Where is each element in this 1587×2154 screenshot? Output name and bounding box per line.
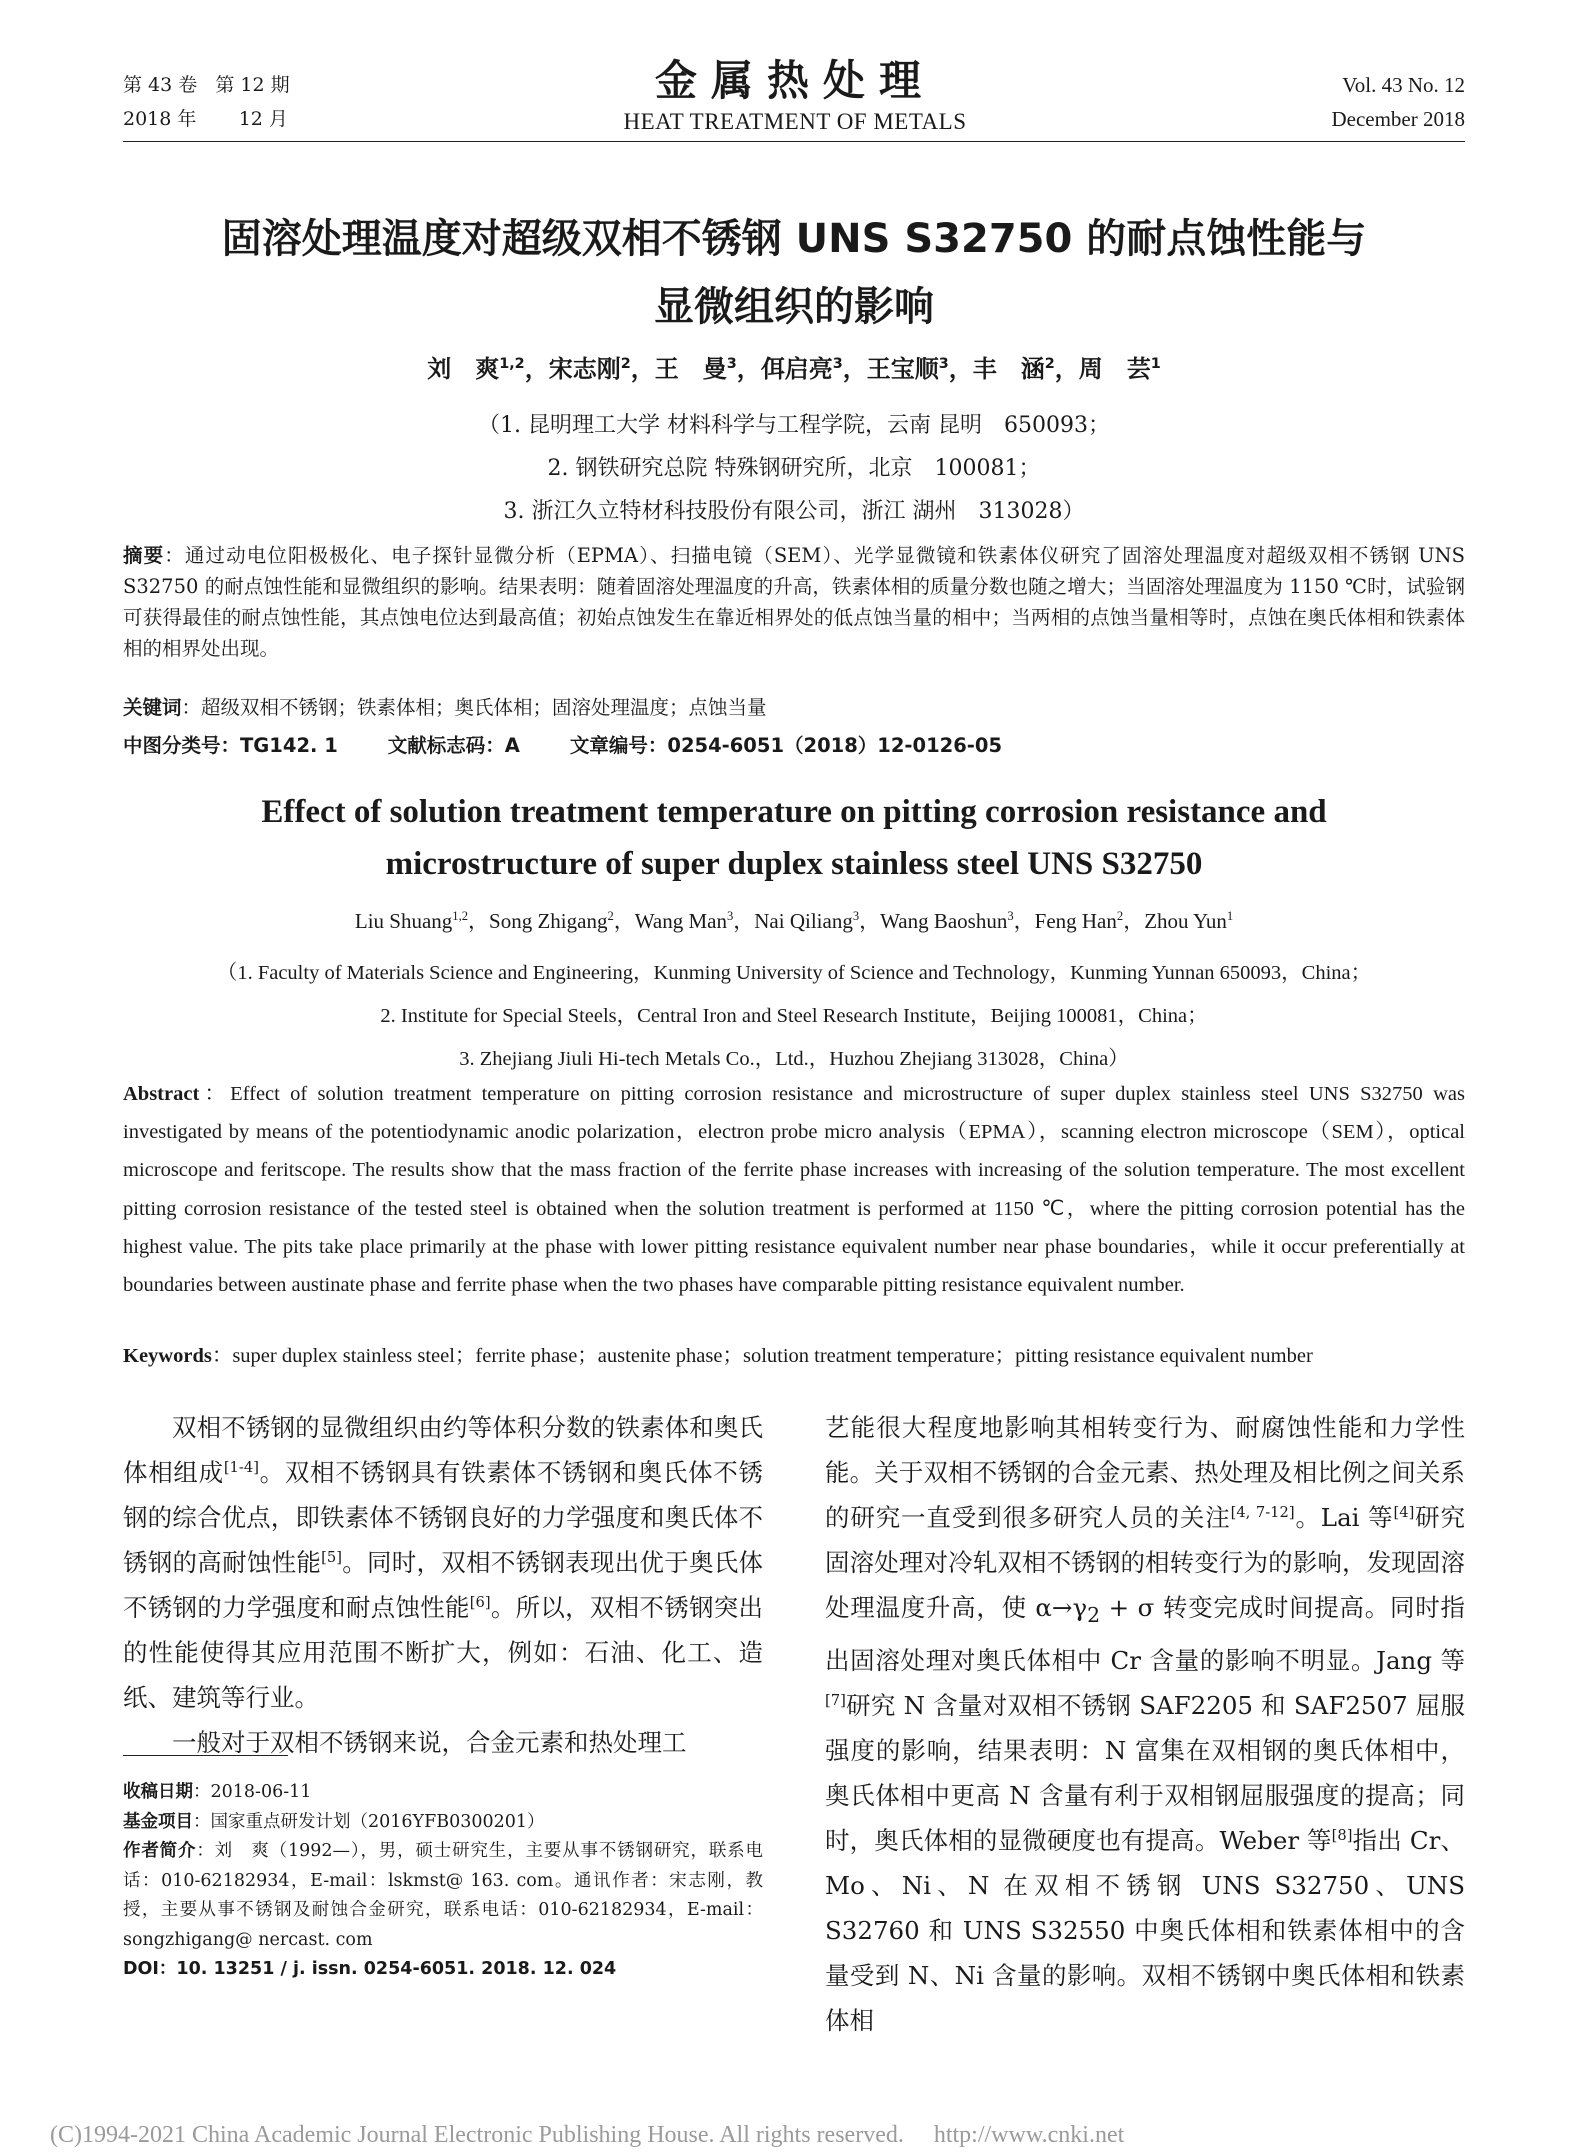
cn-title-line1: 固溶处理温度对超级双相不锈钢 UNS S32750 的耐点蚀性能与 <box>221 216 1367 262</box>
citation[interactable]: [6] <box>469 1593 491 1611</box>
cn-author: 宋志刚$^2$ <box>548 355 631 383</box>
journal-name-en: HEAT TREATMENT OF METALS <box>623 109 967 134</box>
footnote-rule <box>123 1755 288 1756</box>
en-affiliation: （1. Faculty of Materials Science and Engineering，Kunming University of Science and Technology，Kunming Yunnan 650093，China； <box>216 962 1372 984</box>
citation[interactable]: [4, 7-12] <box>1230 1503 1295 1521</box>
journal-name-cn: 金属热处理 <box>654 56 935 105</box>
year-cn: 2018 年 <box>123 108 197 130</box>
en-affiliation: 2. Institute for Special Steels，Central Iron and Steel Research Institute，Beijing 100081，China； <box>380 1005 1208 1027</box>
cn-affiliation: 2. 钢铁研究总院 特殊钢研究所，北京 100081； <box>547 456 1041 481</box>
clc-number: 中图分类号：TG142. 1 <box>123 734 338 757</box>
en-author: Zhou Yun$^1$ <box>1144 909 1234 933</box>
en-keywords-label: Keywords <box>123 1345 212 1367</box>
header-right <box>1331 68 1465 136</box>
en-author: Nai Qiliang$^3$ <box>754 909 860 933</box>
en-author: Song Zhigang$^2$ <box>489 909 614 933</box>
citation[interactable]: [1-4] <box>223 1458 259 1476</box>
body-right-column <box>825 1405 1465 2043</box>
en-affiliation: 3. Zhejiang Jiuli Hi-tech Metals Co.，Ltd.，Huzhou Zhejiang 313028，China） <box>459 1048 1129 1070</box>
document-code: 文献标志码：A <box>387 734 520 757</box>
cn-author-list: 刘 爽$^{1,2}$，宋志刚$^2$，王 曼$^3$，佴启亮$^3$，王宝顺$^3$，丰 涵$^2$，周 芸$^1$ <box>427 355 1161 383</box>
cn-abstract-text: ：通过动电位阳极极化、电子探针显微分析（EPMA）、扫描电镜（SEM）、光学显微镜和铁素体仪研究了固溶处理温度对超级双相不锈钢 UNS S32750 的耐点蚀性能和显微组织的影响。结果表明：随着固溶处理温度的升高，铁素体相的质量分数也随之增大；当固溶处理温度为 1150 ℃时，试验钢可获得最佳的耐点蚀性能，其点蚀电位达到最高值；初始点蚀发生在靠近相界处的低点蚀当量的相中；当两相的点蚀当量相等时，点蚀在奥氏体相和铁素体相的相界处出现。 <box>123 544 1465 660</box>
body-paragraph: 一般对于双相不锈钢来说，合金元素和热处理工 <box>172 1728 687 1757</box>
en-abstract <box>123 1075 1465 1304</box>
cn-keywords <box>123 692 1465 723</box>
cn-abstract <box>123 540 1465 664</box>
volume-en: Vol. 43 No. 12 <box>1342 73 1465 97</box>
cn-author: 王 曼$^3$ <box>654 355 737 383</box>
en-keywords-text: ：super duplex stainless steel；ferrite phase；austenite phase；solution treatment temperature；pitting resistance equivalent number <box>211 1345 1313 1367</box>
author-bio: 作者简介：刘 爽（1992—），男，硕士研究生，主要从事不锈钢研究，联系电话：010-62182934，E-mail：lskmst@ 163. com。通讯作者：宋志刚，教授，主要从事不锈钢及耐蚀合金研究，联系电话：010-62182934，E-mail：songzhigang@ nercast. com <box>123 1841 763 1950</box>
received-date: 收稿日期：2018-06-11 <box>123 1782 312 1802</box>
cn-keywords-label: 关键词 <box>123 696 182 719</box>
en-author: Feng Han$^2$ <box>1034 909 1124 933</box>
en-abstract-label: Abstract <box>123 1083 200 1105</box>
en-author-list: Liu Shuang$^{1,2}$，Song Zhigang$^2$，Wang Man$^3$，Nai Qiliang$^3$，Wang Baoshun$^3$，Feng Han$^2$，Zhou Yun$^1$ <box>354 909 1234 933</box>
footnotes <box>123 1778 763 1985</box>
cn-author: 王宝顺$^3$ <box>866 355 949 383</box>
header-rule <box>123 141 1465 142</box>
cn-author: 周 芸$^1$ <box>1078 355 1161 383</box>
en-author: Wang Baoshun$^3$ <box>880 909 1014 933</box>
en-author: Liu Shuang$^{1,2}$ <box>354 909 469 933</box>
cn-keywords-text: ：超级双相不锈钢；铁素体相；奥氏体相；固溶处理温度；点蚀当量 <box>181 696 767 719</box>
en-author: Wang Man$^3$ <box>634 909 734 933</box>
cn-classification <box>123 730 1465 761</box>
body-paragraph: 双相不锈钢的显微组织由约等体积分数的铁素体和奥氏体相组成[1-4]。双相不锈钢具有铁素体不锈钢和奥氏体不锈钢的综合优点，即铁素体不锈钢良好的力学强度和奥氏体不锈钢的高耐蚀性能[5]。同时，双相不锈钢表现出优于奥氏体不锈钢的力学强度和耐点蚀性能[6]。所以，双相不锈钢突出的性能使得其应用范围不断扩大，例如：石油、化工、造纸、建筑等行业。 <box>123 1413 764 1712</box>
cn-affiliations <box>123 404 1465 533</box>
cn-abstract-label: 摘要 <box>123 544 165 567</box>
citation[interactable]: [8] <box>1331 1826 1353 1844</box>
doi[interactable]: DOI：10. 13251 / j. issn. 0254-6051. 2018. 12. 024 <box>123 1959 617 1979</box>
cn-author: 刘 爽$^{1,2}$ <box>427 355 525 383</box>
cn-affiliation: （1. 昆明理工大学 材料科学与工程学院，云南 昆明 650093； <box>478 413 1110 438</box>
volume-cn: 第 43 卷 <box>123 74 198 96</box>
cn-author: 佴启亮$^3$ <box>760 355 843 383</box>
header-left <box>123 68 290 136</box>
citation[interactable]: [5] <box>321 1548 342 1566</box>
cn-affiliation: 3. 浙江久立特材科技股份有限公司，浙江 湖州 313028） <box>503 499 1085 524</box>
cn-author: 丰 涵$^2$ <box>972 355 1055 383</box>
en-keywords <box>123 1341 1465 1371</box>
en-title-line2: microstructure of super duplex stainless steel UNS S32750 <box>385 846 1203 882</box>
en-title-line1: Effect of solution treatment temperature on pitting corrosion resistance and <box>261 794 1327 830</box>
en-affiliations <box>123 952 1465 1081</box>
journal-masthead <box>560 58 1030 136</box>
citation[interactable]: [4] <box>1393 1503 1415 1521</box>
body-left-column <box>123 1405 763 1765</box>
en-abstract-text: ：Effect of solution treatment temperature on pitting corrosion resistance and microstructure of super duplex stainless steel UNS S32750 was investigated by means of the potentiodynamic anodic polarization，electron probe micro analysis（EPMA），scanning electron microscope（SEM），optical microscope and feritscope. The results show that the mass fraction of the ferrite phase increases with increasing of the solution temperature. The most excellent pitting corrosion resistance of the tested steel is obtained when the solution treatment is performed at 1150 ℃，where the pitting corrosion potential has the highest value. The pits take place primarily at the phase with lower pitting resistance equivalent number near phase boundaries，while it occur preferentially at boundaries between austinate phase and ferrite phase when the two phases have comparable pitting resistance equivalent number. <box>123 1083 1465 1297</box>
date-en: December 2018 <box>1331 107 1465 131</box>
citation[interactable]: [7] <box>825 1691 846 1709</box>
subscript: 2 <box>1087 1602 1101 1627</box>
article-number: 文章编号：0254-6051（2018）12-0126-05 <box>569 734 1003 757</box>
month-cn: 12 月 <box>238 108 288 130</box>
body-paragraph: 艺能很大程度地影响其相转变行为、耐腐蚀性能和力学性能。关于双相不锈钢的合金元素、热处理及相比例之间关系的研究一直受到很多研究人员的关注[4, 7-12]。Lai 等[4]研究固溶处理对冷轧双相不锈钢的相转变行为的影响，发现固溶处理温度升高，使 $\alpha\to\gamma_2 + \sigma$ 转变完成时间提高。同时指出固溶处理对奥氏体相中 Cr 含量的影响不明显。Jang 等[7]研究 N 含量对双相不锈钢 SAF2205 和 SAF2507 屈服强度的影响，结果表明：N 富集在双相钢的奥氏体相中，奥氏体相中更高 N 含量有利于双相钢屈服强度的提高；同时，奥氏体相的显微硬度也有提高。Weber 等[8]指出 Cr、Mo、Ni、N 在双相不锈钢 UNS S32750、UNS S32760 和 UNS S32550 中奥氏体相和铁素体相中的含量受到 N、Ni 含量的影响。双相不锈钢中奥氏体相和铁素体相 <box>825 1413 1466 2035</box>
fund-project: 基金项目：国家重点研发计划（2016YFB0300201） <box>123 1811 545 1832</box>
issue-cn: 第 12 期 <box>215 74 290 96</box>
copyright-notice: (C)1994-2021 China Academic Journal Electronic Publishing House. All rights reserved. http://www.cnki.net <box>50 2122 1125 2148</box>
en-title <box>123 786 1465 890</box>
cn-title <box>123 205 1465 341</box>
cn-title-line2: 显微组织的影响 <box>654 284 934 330</box>
